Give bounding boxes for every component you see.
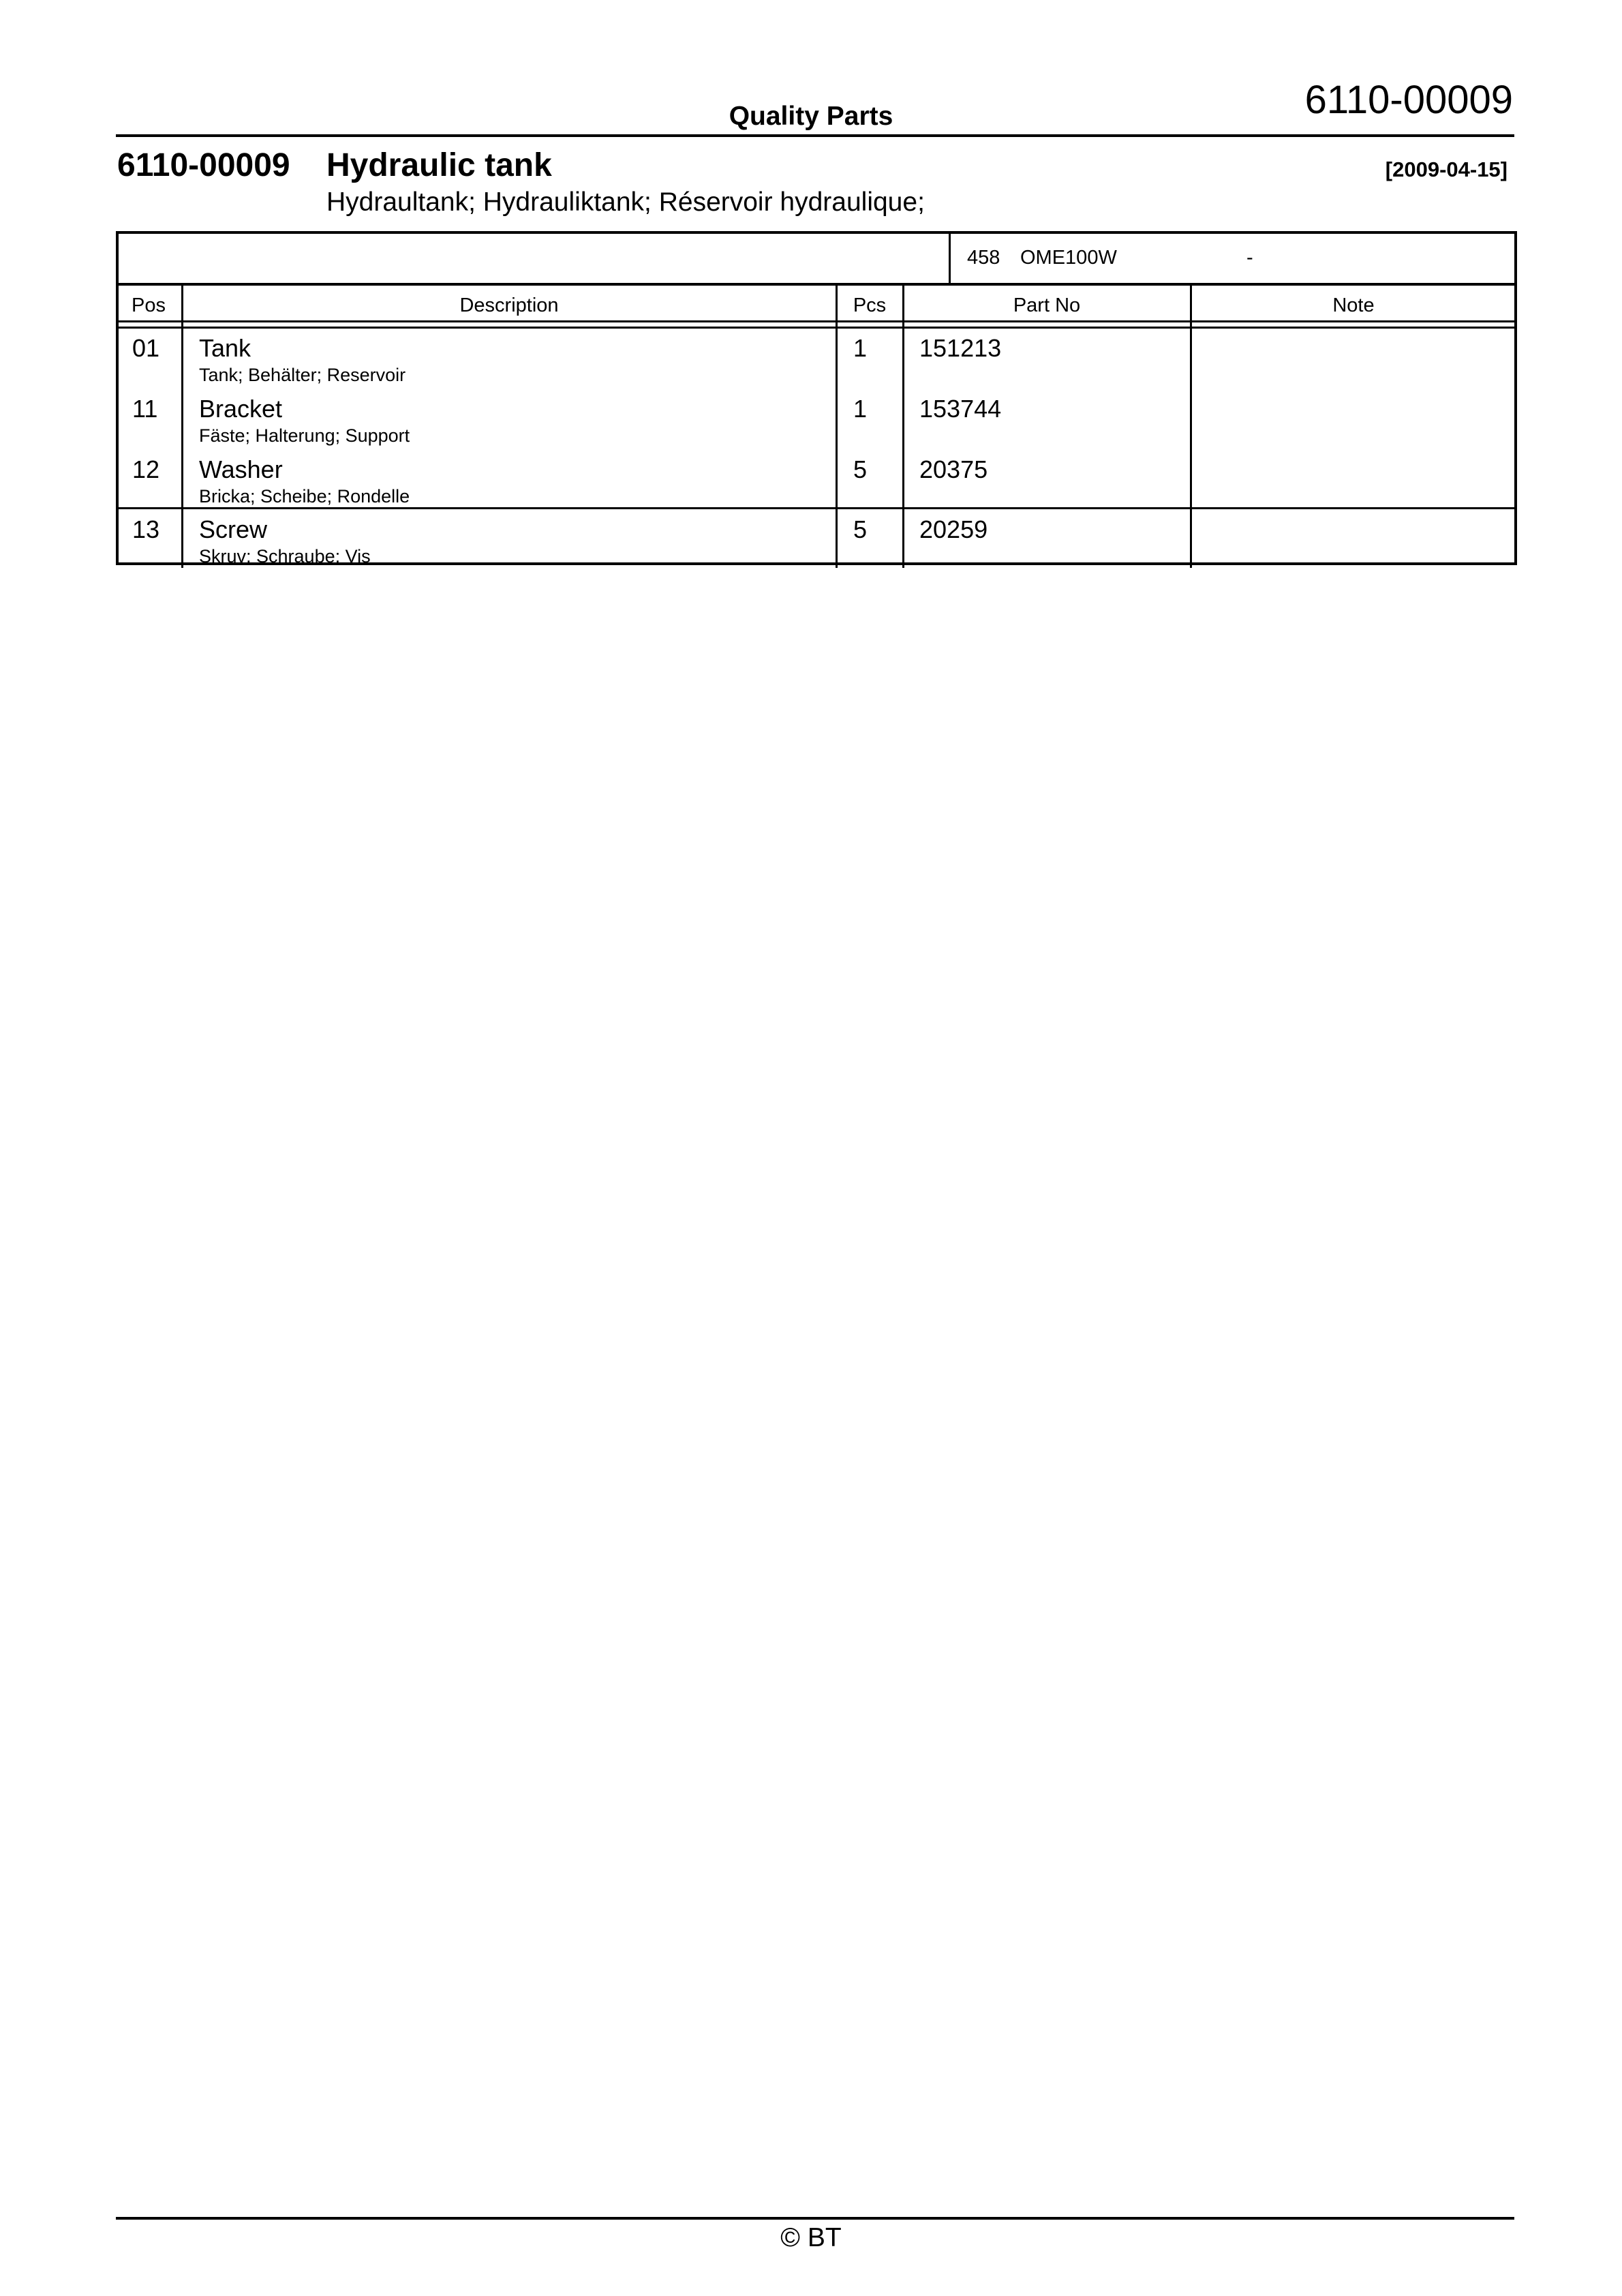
col-header-part-no: Part No xyxy=(1013,294,1081,316)
row-part-no: 20259 xyxy=(919,515,988,543)
row-part-no: 151213 xyxy=(919,334,1002,362)
table-row xyxy=(116,389,1517,449)
row-part-no: 153744 xyxy=(919,395,1002,423)
table-row xyxy=(116,449,1517,509)
row-pcs: 1 xyxy=(853,395,868,423)
variant-number: 458 xyxy=(967,247,1000,269)
row-description: Tank xyxy=(199,334,251,362)
parts-table xyxy=(116,283,1517,568)
header-doc-number: 6110-00009 xyxy=(1304,78,1513,122)
header-rule-top xyxy=(116,320,1517,322)
variant-divider xyxy=(949,234,951,283)
footer-copyright: © BT xyxy=(780,2223,842,2252)
row-pos: 11 xyxy=(132,395,158,423)
variant-model: OME100W xyxy=(1020,247,1117,269)
table-row xyxy=(116,328,1517,388)
row-part-no: 20375 xyxy=(919,455,988,483)
document-date: [2009-04-15] xyxy=(1385,157,1508,181)
col-header-note: Note xyxy=(1332,294,1375,316)
header-title: Quality Parts xyxy=(729,102,893,131)
row-translations: Skruv; Schraube; Vis xyxy=(199,546,371,567)
row-pos: 01 xyxy=(132,334,160,362)
document-subtitle: Hydraultank; Hydrauliktank; Réservoir hydraulique; xyxy=(326,187,925,217)
document-code: 6110-00009 xyxy=(117,147,290,183)
col-header-pos: Pos xyxy=(132,294,166,316)
row-translations: Bricka; Scheibe; Rondelle xyxy=(199,486,410,507)
header-divider xyxy=(116,134,1514,137)
row-pos: 13 xyxy=(132,515,160,543)
row-pcs: 5 xyxy=(853,455,868,483)
row-description: Washer xyxy=(199,455,283,483)
row-pos: 12 xyxy=(132,455,160,483)
document-title: Hydraulic tank xyxy=(326,147,552,183)
row-pcs: 5 xyxy=(853,515,868,543)
row-pcs: 1 xyxy=(853,334,868,362)
variant-box xyxy=(116,231,1517,286)
row-description: Bracket xyxy=(199,395,283,423)
col-header-description: Description xyxy=(459,294,559,316)
row-description: Screw xyxy=(199,515,268,543)
row-translations: Fäste; Halterung; Support xyxy=(199,425,410,446)
col-header-pcs: Pcs xyxy=(853,294,887,316)
variant-dash: - xyxy=(1246,247,1253,269)
row-translations: Tank; Behälter; Reservoir xyxy=(199,365,406,385)
table-row xyxy=(116,509,1517,569)
